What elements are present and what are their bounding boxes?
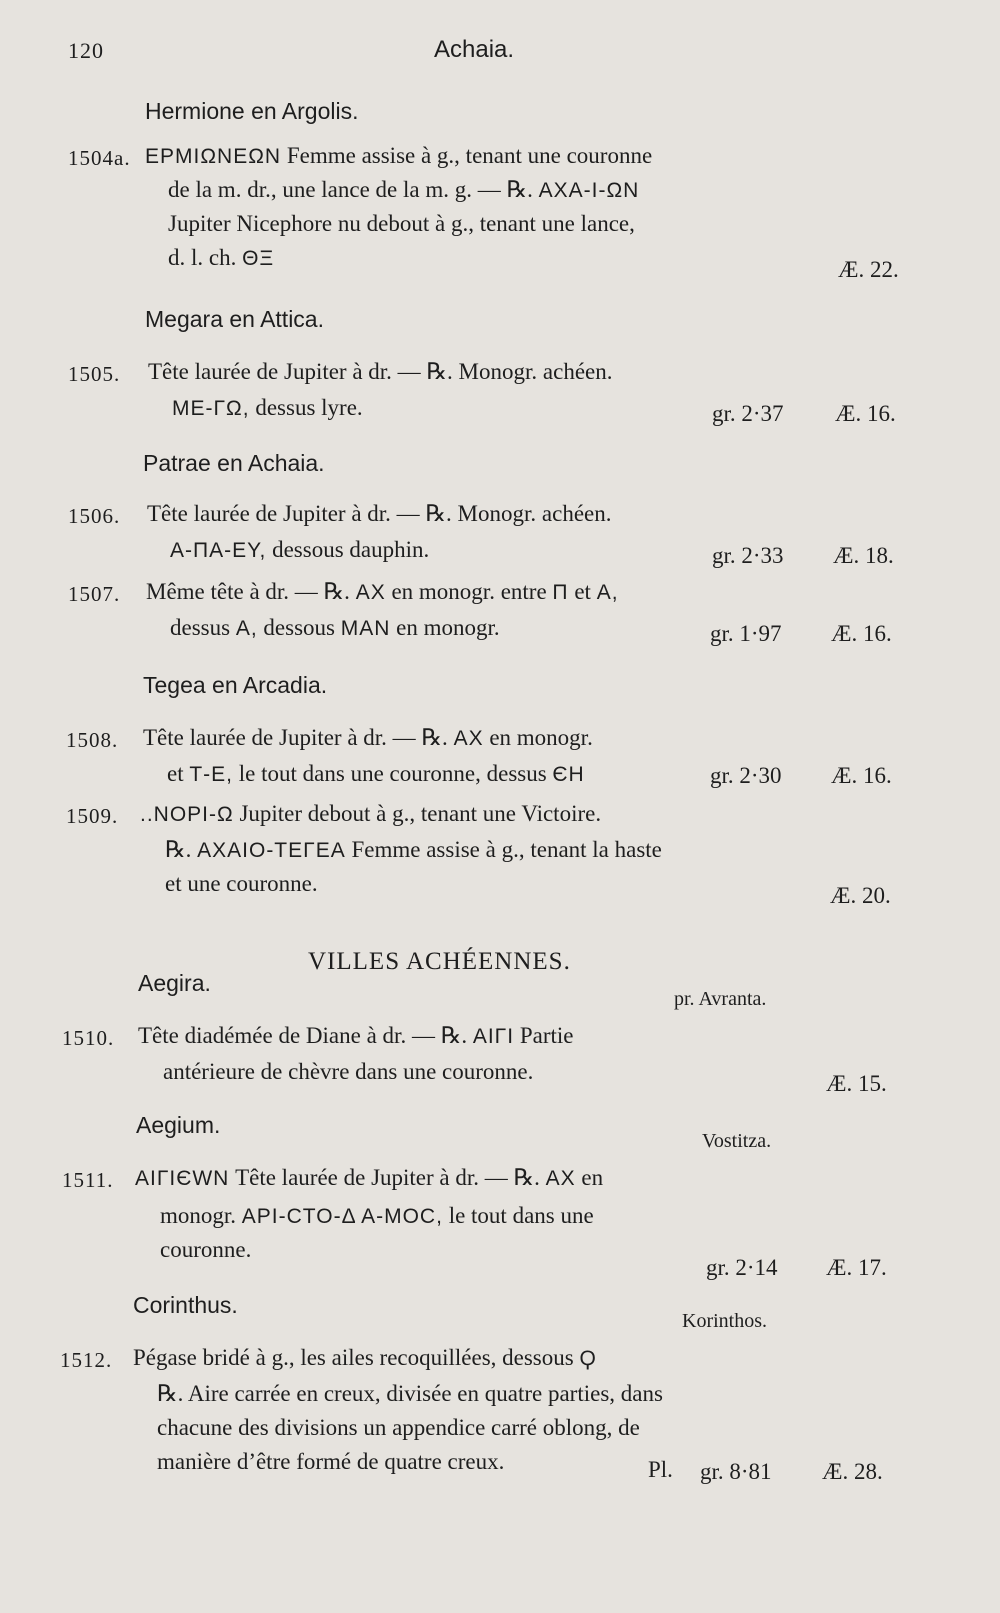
entry-line (133, 1340, 597, 1377)
entry-text: Jupiter debout à g., tenant une Victoire. (239, 801, 602, 826)
entry-number: 1511. (62, 1168, 114, 1192)
metal-size: Æ. 16. (831, 763, 892, 788)
entry-text: Tête laurée de Jupiter à dr. — ℞. (143, 725, 448, 750)
entry-number: 1512. (60, 1348, 113, 1372)
entry-text: et (574, 579, 591, 604)
entry-line (140, 796, 601, 833)
metal-size: Æ. 16. (831, 621, 892, 646)
modern-name: Vostitza. (702, 1130, 772, 1152)
greek-legend: ΑΧΑΙΟ-ΤΕΓΕΑ (197, 839, 346, 862)
plate-reference: Pl. (648, 1457, 673, 1482)
entry-text: le tout dans une (448, 1203, 594, 1228)
greek-legend: ΑΡΙ-CΤΟ-Δ Α-ΜΟC, (241, 1205, 443, 1228)
entry-number: 1505. (68, 362, 121, 386)
metal-size: Æ. 17. (826, 1255, 887, 1280)
section-heading-megara: Megara en Attica. (145, 306, 324, 332)
entry-text: en (581, 1165, 604, 1190)
entry-text: ℞. Aire carrée en creux, divisée en quatre parties, dans (157, 1381, 663, 1406)
entry-text: en monogr. (489, 725, 593, 750)
greek-legend: ΕΡΜΙΩΝΕΩΝ (145, 145, 282, 168)
entry-text: le tout dans une couronne, dessus (238, 761, 547, 786)
greek-legend: ΑΙΓΙЄWΝ (135, 1167, 230, 1190)
weight: gr. 2·33 (712, 543, 784, 568)
entry-text: Pégase bridé à g., les ailes recoquillées, dessous (133, 1345, 574, 1370)
entry-text: d. l. ch. (168, 245, 237, 270)
entry-number: 1506. (68, 504, 121, 528)
section-heading-aegira: Aegira. (138, 970, 211, 996)
greek-legend: Τ-Ε, (189, 763, 234, 786)
page-number: 120 (68, 38, 104, 63)
entry-line (172, 390, 363, 427)
greek-legend: ΜΕ-ΓΩ, (172, 397, 250, 420)
entry-text: antérieure de chèvre dans une couronne. (163, 1059, 534, 1084)
entry-text: dessous dauphin. (272, 537, 430, 562)
entry-line (170, 532, 429, 569)
greek-legend: ΑΧ (355, 581, 386, 604)
entry-text: Partie (519, 1023, 574, 1048)
entry-line (168, 240, 274, 277)
entry-text: Même tête à dr. — ℞. (146, 579, 350, 604)
greek-legend: Π (552, 581, 569, 604)
entry-number: 1507. (68, 582, 121, 606)
entry-number: 1508. (66, 728, 119, 752)
metal-size: Æ. 28. (822, 1459, 883, 1484)
greek-legend: ΑΙΓΙ (472, 1025, 515, 1048)
entry-text: en monogr. (396, 615, 500, 640)
entry-text: Femme assise à g., tenant la haste (351, 837, 662, 862)
section-heading-aegium: Aegium. (136, 1112, 221, 1138)
entry-line (143, 720, 593, 757)
entry-number: 1504a. (68, 146, 131, 170)
entry-line (170, 610, 500, 647)
metal-size: Æ. 20. (830, 883, 891, 908)
greek-legend: Ϙ (579, 1347, 597, 1370)
entry-text: en monogr. entre (391, 579, 547, 604)
page-title: Achaia. (434, 36, 515, 63)
entry-text: dessus lyre. (255, 395, 363, 420)
section-heading-patrae: Patrae en Achaia. (143, 450, 325, 476)
entry-text: dessus (170, 615, 231, 640)
greek-legend: Α, (235, 617, 258, 640)
entry-line (145, 138, 652, 175)
metal-size: Æ. 22. (838, 257, 899, 282)
metal-size: Æ. 16. (835, 401, 896, 426)
metal-size: Æ. 18. (833, 543, 894, 568)
greek-legend: Α-ΠΑ-ΕΥ, (170, 539, 267, 562)
entry-number: 1510. (62, 1026, 115, 1050)
entry-line (146, 574, 619, 611)
entry-text: Tête diadémée de Diane à dr. — ℞. (138, 1023, 468, 1048)
entry-line (165, 832, 662, 869)
entry-text: Femme assise à g., tenant une couronne (286, 143, 653, 168)
entry-text: dessous (263, 615, 335, 640)
entry-line (135, 1160, 603, 1197)
entry-text: monogr. (160, 1203, 237, 1228)
greek-legend: ..ΝΟΡΙ-Ω (140, 803, 234, 826)
entry-line (160, 1198, 594, 1235)
greek-legend: Α, (596, 581, 619, 604)
entry-text: Tête laurée de Jupiter à dr. — ℞. Monogr. achéen. (148, 359, 613, 384)
entry-number: 1509. (66, 804, 119, 828)
entry-line (138, 1018, 573, 1055)
entry-text: Tête laurée de Jupiter à dr. — ℞. (235, 1165, 540, 1190)
chapter-heading: VILLES ACHÉENNES. (308, 948, 571, 975)
greek-legend: ΘΞ (242, 247, 275, 270)
section-heading-tegea: Tegea en Arcadia. (143, 672, 328, 698)
entry-text: ℞. (165, 837, 192, 862)
entry-text: chacune des divisions un appendice carré oblong, de (157, 1415, 640, 1440)
entry-line (168, 172, 639, 209)
entry-text: et une couronne. (165, 871, 318, 896)
greek-legend: ΑΧ (453, 727, 484, 750)
modern-name: Korinthos. (682, 1310, 767, 1332)
entry-text: couronne. (160, 1237, 252, 1262)
weight: gr. 2·37 (712, 401, 784, 426)
entry-text: Jupiter Nicephore nu debout à g., tenant une lance, (168, 211, 635, 236)
entry-text: manière d’être formé de quatre creux. (157, 1449, 505, 1474)
entry-line (167, 756, 585, 793)
weight: gr. 8·81 (700, 1459, 772, 1484)
greek-legend: ΑΧ (545, 1167, 576, 1190)
metal-size: Æ. 15. (826, 1071, 887, 1096)
weight: gr. 2·14 (706, 1255, 778, 1280)
entry-text: et (167, 761, 184, 786)
section-heading-corinthus: Corinthus. (133, 1292, 238, 1318)
greek-legend: ΑΧΑ-Ι-ΩΝ (538, 179, 640, 202)
greek-legend: ΜΑΝ (340, 617, 391, 640)
modern-name: pr. Avranta. (674, 988, 767, 1010)
entry-text: Tête laurée de Jupiter à dr. — ℞. Monogr. achéen. (147, 501, 612, 526)
entry-text: de la m. dr., une lance de la m. g. — ℞. (168, 177, 533, 202)
weight: gr. 2·30 (710, 763, 782, 788)
weight: gr. 1·97 (710, 621, 782, 646)
section-heading-hermione: Hermione en Argolis. (145, 98, 359, 124)
greek-legend: ЄΗ (552, 763, 585, 786)
